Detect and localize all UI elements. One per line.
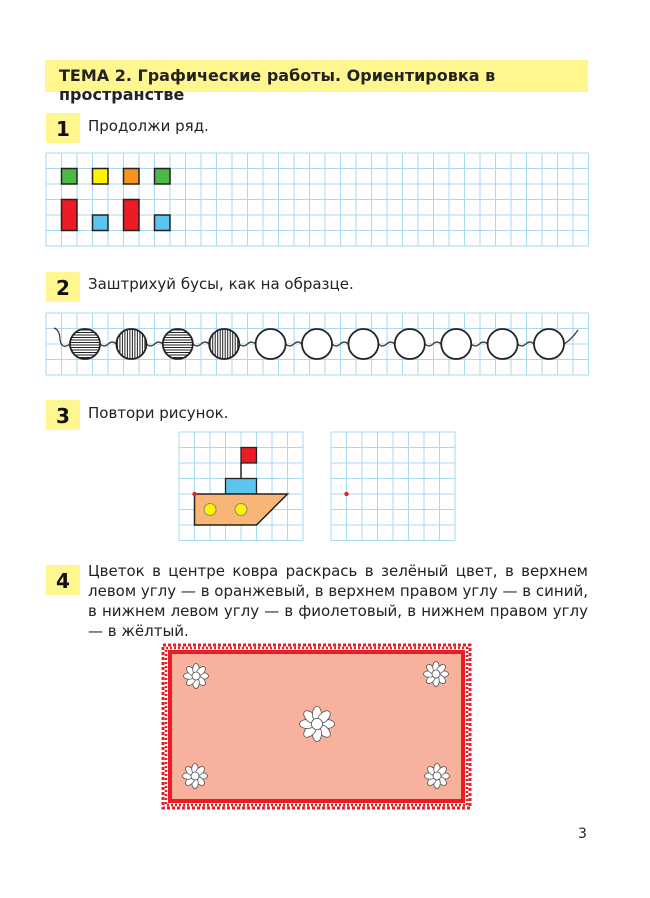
blue-square [93,215,109,231]
yellow-square [93,169,109,185]
flower-top-right-center [432,670,440,678]
red-rectangle [124,200,140,231]
task-2-text: Заштрихуй бусы, как на образце. [88,275,354,293]
page-number: 3 [578,826,587,842]
task-number-2: 2 [46,272,80,302]
start-dot [344,492,348,496]
orange-square [124,169,140,185]
task-4-text: Цветок в центре ковра раскрась в зелёный цвет, в верхнем левом углу — в оранжевый, в верхнем правом углу — в синий, в нижнем левом углу — в фиолетовый, в нижнем правом углу — в жёлтый. [88,562,588,640]
flower-center-center [311,718,322,729]
porthole [235,504,247,516]
boat-flag [241,448,257,464]
task-3-text: Повтори рисунок. [88,404,229,422]
green-square [155,169,171,185]
flower-bottom-right-center [433,772,441,780]
topic-title: ТЕМА 2. Графические работы. Ориентировка в пространстве [59,66,496,104]
porthole [204,504,216,516]
task-number-1: 1 [46,113,80,143]
flower-top-left-center [192,672,200,680]
task-number-4: 4 [46,565,80,595]
red-rectangle [62,200,78,231]
task-1-text: Продолжи ряд. [88,117,209,135]
green-square [62,169,78,185]
flower-bottom-left-center [191,772,199,780]
start-dot [192,492,196,496]
blue-square [155,215,171,231]
task-number-3: 3 [46,400,80,430]
boat-cabin [226,479,257,495]
